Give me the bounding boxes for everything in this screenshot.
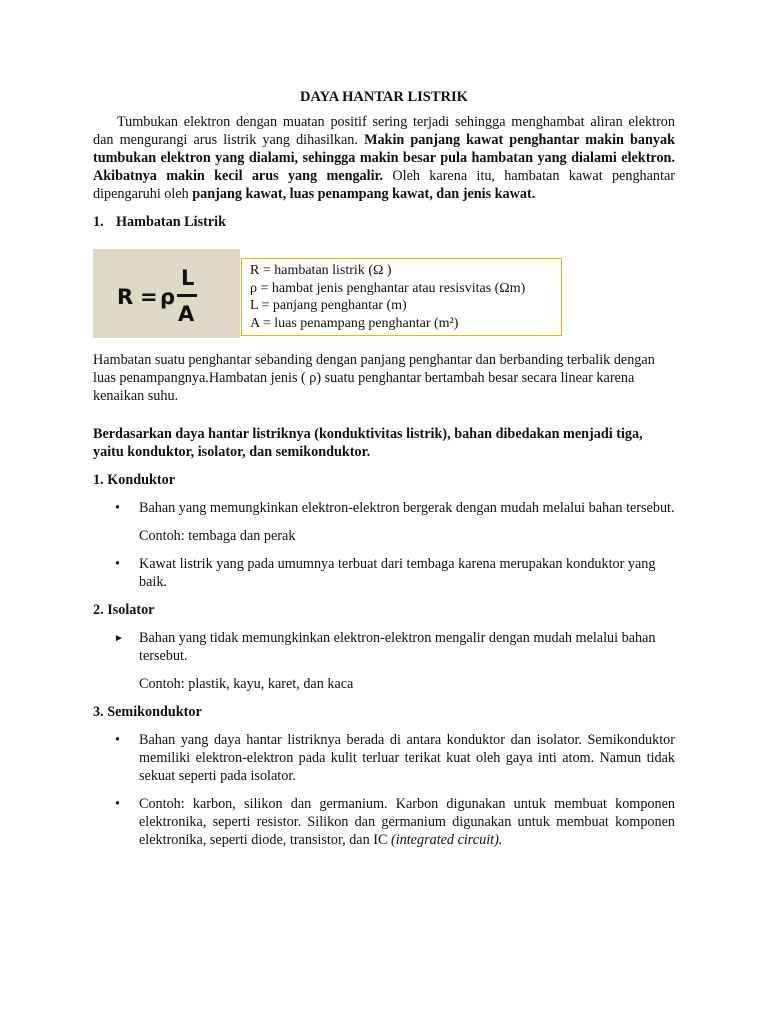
list-item-text: Bahan yang memungkinkan elektron-elektron bergerak dengan mudah melalui bahan tersebut. <box>139 500 675 516</box>
formula-rho: ρ <box>160 285 176 309</box>
intro-text-2: Oleh karena itu, hambatan kawat penghantar dipengaruhi oleh <box>93 168 675 202</box>
formula-equals: = <box>140 285 158 309</box>
section-number: 1. <box>93 214 104 230</box>
formula-legend <box>241 258 562 336</box>
bullet-icon: • <box>115 796 120 812</box>
legend-line: ρ = hambat jenis penghantar atau resisvitas (Ωm) <box>250 280 526 296</box>
formula-image <box>93 249 240 338</box>
list-item <box>93 555 675 591</box>
semikonduktor-heading: 3. Semikonduktor <box>93 704 202 720</box>
formula-r: R <box>117 285 134 309</box>
bullet-icon: • <box>115 500 120 516</box>
bullet-icon: • <box>115 556 120 572</box>
resistance-paragraph: Hambatan suatu penghantar sebanding dengan panjang penghantar dan berbanding terbalik dengan luas penampangnya.Hambatan jenis ( ρ) suatu penghantar bertambah besar secara linear karena kenaikan suhu. <box>93 352 655 404</box>
section-title: Hambatan Listrik <box>116 214 226 230</box>
intro-bold-1: Makin panjang kawat penghantar makin banyak tumbukan elektron yang dialami, sehingga makin besar pula hambatan yang dialami elektron. Akibatnya makin kecil arus yang mengalir. <box>93 132 675 184</box>
classification-paragraph: Berdasarkan daya hantar listriknya (konduktivitas listrik), bahan dibedakan menjadi tiga, yaitu konduktor, isolator, dan semikonduktor. <box>93 426 643 460</box>
list-item-text: Kawat listrik yang pada umumnya terbuat dari tembaga karena merupakan konduktor yang baik. <box>139 556 656 590</box>
list-item <box>93 795 675 849</box>
intro-paragraph <box>93 113 675 203</box>
list-item <box>93 499 675 517</box>
formula-denominator: A <box>178 302 195 326</box>
document-page <box>93 88 675 849</box>
legend-line: A = luas penampang penghantar (m²) <box>250 315 459 331</box>
list-item <box>93 731 675 785</box>
konduktor-example: Contoh: tembaga dan perak <box>139 528 296 544</box>
list-item-text: Bahan yang daya hantar listriknya berada di antara konduktor dan isolator. Semikonduktor memiliki elektron-elektron pada kulit terluar terikat kuat oleh gaya inti atom. Namun tidak sekuat seperti pada isolator. <box>139 732 675 784</box>
intro-text-1: Tumbukan elektron dengan muatan positif sering terjadi sehingga menghambat aliran elektron dan mengurangi arus listrik yang dihasilkan. <box>93 114 675 148</box>
isolator-list <box>93 629 675 665</box>
document-title: DAYA HANTAR LISTRIK <box>300 89 468 105</box>
formula-row <box>93 249 675 351</box>
konduktor-heading: 1. Konduktor <box>93 472 175 488</box>
list-item <box>93 629 675 665</box>
isolator-example: Contoh: plastik, kayu, karet, dan kaca <box>139 676 354 692</box>
bullet-icon: • <box>115 732 120 748</box>
intro-bold-2: panjang kawat, luas penampang kawat, dan jenis kawat. <box>192 186 536 202</box>
semikonduktor-list <box>93 731 675 785</box>
list-item-text: Bahan yang tidak memungkinkan elektron-elektron mengalir dengan mudah melalui bahan tersebut. <box>139 630 656 664</box>
legend-line: R = hambatan listrik (Ω ) <box>250 263 392 278</box>
formula-numerator: L <box>181 266 195 290</box>
legend-line: L = panjang penghantar (m) <box>250 298 407 313</box>
fraction-bar <box>177 294 197 297</box>
konduktor-list <box>93 499 675 517</box>
arrow-bullet-icon: ► <box>114 633 124 644</box>
list-item-text: Contoh: karbon, silikon dan germanium. Karbon digunakan untuk membuat komponen elektronika, seperti resistor. Silikon dan germanium digunakan untuk membuat komponen elektronika, seperti diode, transistor, dan IC <box>139 796 675 848</box>
list-item-italic-text: (integrated circuit). <box>390 832 503 848</box>
section-heading-hambatan <box>93 213 675 231</box>
isolator-heading: 2. Isolator <box>93 602 155 618</box>
